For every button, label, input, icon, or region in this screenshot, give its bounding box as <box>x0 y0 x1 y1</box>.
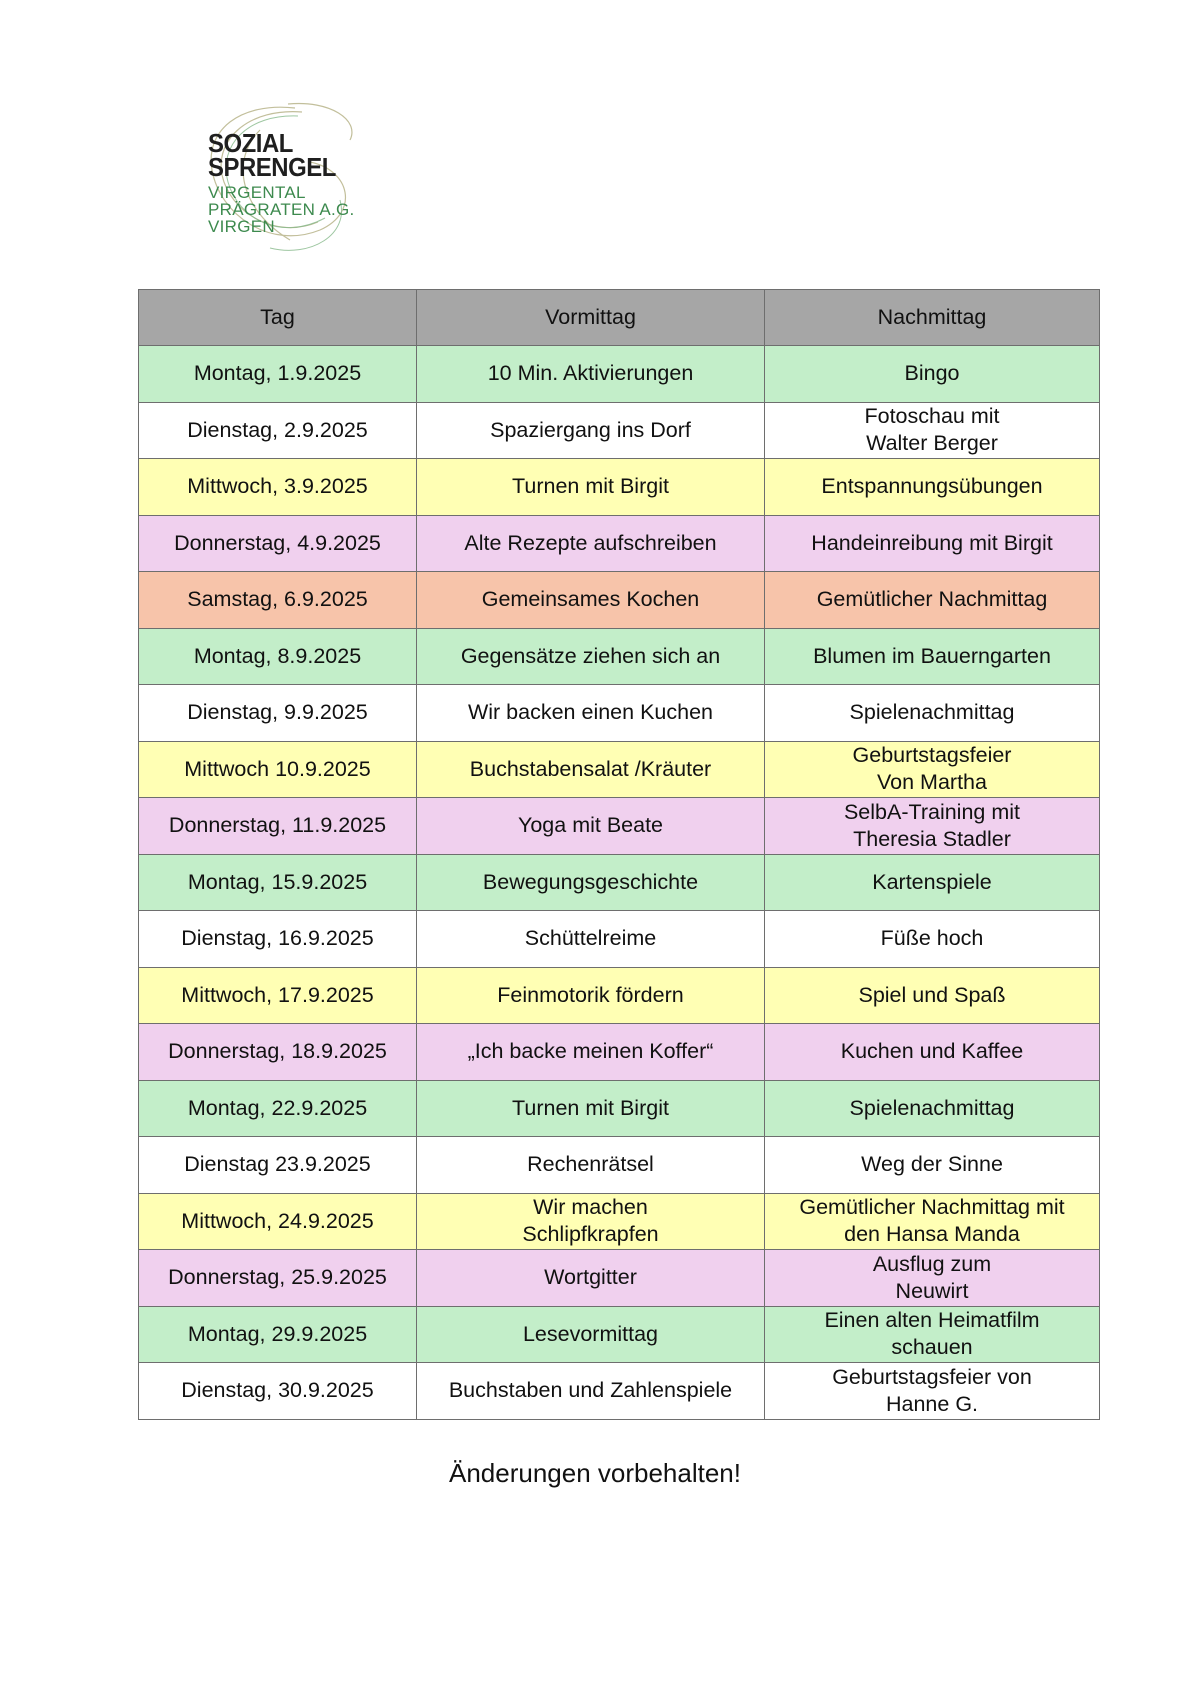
cell-vormittag <box>417 402 765 459</box>
cell-tag-text: Montag, 8.9.2025 <box>193 643 362 668</box>
cell-nachmittag <box>765 459 1100 516</box>
cell-tag <box>139 572 417 629</box>
cell-tag-text: Mittwoch, 24.9.2025 <box>181 1208 374 1233</box>
table-row <box>139 741 1100 798</box>
cell-nachmittag-text: Handeinreibung mit Birgit <box>811 530 1053 555</box>
cell-nachmittag-text: Kartenspiele <box>872 869 992 894</box>
cell-vormittag <box>417 515 765 572</box>
cell-tag-text: Dienstag, 16.9.2025 <box>181 926 374 951</box>
table-row <box>139 1137 1100 1194</box>
footer-note: Änderungen vorbehalten! <box>448 1458 741 1488</box>
logo-text-line-4: PRÄGRATEN A.G. <box>208 200 355 219</box>
cell-tag-text: Montag, 1.9.2025 <box>193 361 362 386</box>
cell-vormittag-text: Buchstabensalat /Kräuter <box>469 756 712 781</box>
cell-tag-text: Donnerstag, 25.9.2025 <box>168 1265 387 1290</box>
cell-vormittag-text: 10 Min. Aktivierungen <box>487 361 694 386</box>
cell-tag-text: Mittwoch, 17.9.2025 <box>181 982 374 1007</box>
cell-nachmittag <box>765 685 1100 742</box>
cell-tag-text: Dienstag 23.9.2025 <box>184 1152 371 1177</box>
cell-tag <box>139 1306 417 1363</box>
logo-text-line-3: VIRGENTAL <box>208 183 306 202</box>
cell-tag <box>139 459 417 516</box>
cell-vormittag <box>417 967 765 1024</box>
cell-nachmittag <box>765 798 1100 855</box>
cell-vormittag-text: Turnen mit Birgit <box>512 474 669 499</box>
table-row <box>139 1306 1100 1363</box>
cell-tag <box>139 911 417 968</box>
cell-nachmittag-text: Bingo <box>904 361 960 386</box>
logo <box>200 100 390 260</box>
cell-vormittag-text: Wir machen Schlipfkrapfen <box>522 1195 659 1247</box>
cell-tag-text: Donnerstag, 18.9.2025 <box>168 1039 387 1064</box>
cell-vormittag <box>417 1024 765 1081</box>
cell-vormittag <box>417 798 765 855</box>
cell-vormittag <box>417 628 765 685</box>
cell-tag <box>139 967 417 1024</box>
table-row <box>139 967 1100 1024</box>
table-row <box>139 1193 1100 1250</box>
cell-tag <box>139 628 417 685</box>
cell-vormittag-text: Buchstaben und Zahlenspiele <box>448 1378 733 1403</box>
cell-tag-text: Montag, 29.9.2025 <box>187 1321 368 1346</box>
cell-nachmittag <box>765 1250 1100 1307</box>
cell-nachmittag-text: Geburtstagsfeier von Hanne G. <box>832 1364 1032 1416</box>
cell-nachmittag <box>765 1306 1100 1363</box>
cell-vormittag <box>417 459 765 516</box>
table-row <box>139 515 1100 572</box>
table-row <box>139 459 1100 516</box>
cell-tag-text: Samstag, 6.9.2025 <box>187 587 368 612</box>
cell-tag-text: Donnerstag, 11.9.2025 <box>168 813 387 838</box>
header-nachmittag: Nachmittag <box>765 290 1100 346</box>
cell-nachmittag <box>765 572 1100 629</box>
cell-nachmittag <box>765 1024 1100 1081</box>
cell-nachmittag-text: Fotoschau mit Walter Berger <box>864 404 1000 456</box>
cell-vormittag-text: Yoga mit Beate <box>517 813 664 838</box>
cell-tag <box>139 402 417 459</box>
cell-vormittag-text: Wir backen einen Kuchen <box>467 700 713 725</box>
cell-nachmittag-text: Füße hoch <box>880 926 984 951</box>
cell-nachmittag-text: Spielenachmittag <box>849 1095 1015 1120</box>
cell-tag-text: Montag, 15.9.2025 <box>187 869 368 894</box>
cell-vormittag-text: Spaziergang ins Dorf <box>490 417 691 442</box>
table-row <box>139 685 1100 742</box>
cell-nachmittag-text: Gemütlicher Nachmittag <box>816 587 1048 612</box>
schedule-table <box>138 289 1100 1420</box>
cell-tag-text: Montag, 22.9.2025 <box>187 1095 368 1120</box>
cell-nachmittag <box>765 1080 1100 1137</box>
cell-vormittag-text: Wortgitter <box>544 1265 637 1290</box>
header-vormittag: Vormittag <box>417 290 765 346</box>
cell-vormittag <box>417 1306 765 1363</box>
header-tag: Tag <box>139 290 417 346</box>
cell-vormittag <box>417 1250 765 1307</box>
cell-tag-text: Dienstag, 9.9.2025 <box>187 700 368 725</box>
cell-nachmittag-text: SelbA-Training mit Theresia Stadler <box>843 799 1021 851</box>
logo-text-line-1: SOZIAL <box>208 128 293 158</box>
cell-tag <box>139 1250 417 1307</box>
cell-nachmittag-text: Ausflug zum Neuwirt <box>872 1251 992 1303</box>
cell-nachmittag-text: Weg der Sinne <box>861 1152 1003 1177</box>
cell-vormittag <box>417 854 765 911</box>
cell-vormittag-text: Gemeinsames Kochen <box>481 587 700 612</box>
table-row <box>139 798 1100 855</box>
table-row <box>139 402 1100 459</box>
cell-tag <box>139 1193 417 1250</box>
cell-vormittag-text: „Ich backe meinen Koffer“ <box>467 1039 714 1064</box>
cell-nachmittag-text: Kuchen und Kaffee <box>840 1039 1024 1064</box>
table-row <box>139 346 1100 403</box>
cell-nachmittag <box>765 854 1100 911</box>
cell-vormittag-text: Schüttelreime <box>524 926 657 951</box>
cell-vormittag <box>417 1363 765 1420</box>
logo-text-line-2: SPRENGEL <box>208 152 336 182</box>
cell-nachmittag <box>765 911 1100 968</box>
cell-nachmittag <box>765 1137 1100 1194</box>
cell-nachmittag <box>765 515 1100 572</box>
cell-nachmittag-text: Blumen im Bauerngarten <box>813 643 1051 668</box>
cell-vormittag <box>417 1080 765 1137</box>
cell-tag-text: Donnerstag, 4.9.2025 <box>174 530 381 555</box>
cell-tag <box>139 1080 417 1137</box>
table-row <box>139 911 1100 968</box>
logo-text-line-5: VIRGEN <box>208 217 275 236</box>
table-row <box>139 1024 1100 1081</box>
cell-tag <box>139 1363 417 1420</box>
cell-tag <box>139 854 417 911</box>
cell-tag <box>139 515 417 572</box>
cell-vormittag <box>417 572 765 629</box>
cell-vormittag <box>417 1137 765 1194</box>
table-row <box>139 572 1100 629</box>
cell-nachmittag-text: Geburtstagsfeier Von Martha <box>852 743 1012 795</box>
table-row <box>139 628 1100 685</box>
table-header-row <box>139 290 1100 346</box>
table-body <box>139 346 1100 1420</box>
table-row <box>139 1250 1100 1307</box>
cell-nachmittag-text: Einen alten Heimatfilm schauen <box>824 1308 1040 1360</box>
cell-nachmittag <box>765 346 1100 403</box>
cell-tag <box>139 741 417 798</box>
cell-tag <box>139 346 417 403</box>
cell-tag-text: Mittwoch 10.9.2025 <box>184 756 371 781</box>
cell-nachmittag-text: Spielenachmittag <box>849 700 1015 725</box>
table-row <box>139 1363 1100 1420</box>
cell-tag-text: Dienstag, 30.9.2025 <box>181 1378 374 1403</box>
cell-vormittag-text: Gegensätze ziehen sich an <box>460 643 721 668</box>
cell-vormittag <box>417 346 765 403</box>
cell-nachmittag-text: Spiel und Spaß <box>858 982 1006 1007</box>
cell-vormittag <box>417 685 765 742</box>
cell-nachmittag <box>765 1363 1100 1420</box>
cell-tag-text: Dienstag, 2.9.2025 <box>187 417 368 442</box>
cell-tag <box>139 798 417 855</box>
table-row <box>139 1080 1100 1137</box>
cell-vormittag-text: Alte Rezepte aufschreiben <box>464 530 717 555</box>
cell-vormittag-text: Lesevormittag <box>522 1321 659 1346</box>
cell-tag <box>139 1024 417 1081</box>
cell-tag <box>139 1137 417 1194</box>
cell-vormittag-text: Turnen mit Birgit <box>512 1095 669 1120</box>
cell-vormittag <box>417 1193 765 1250</box>
cell-nachmittag <box>765 741 1100 798</box>
cell-vormittag <box>417 911 765 968</box>
cell-vormittag-text: Feinmotorik fördern <box>497 982 684 1007</box>
cell-vormittag-text: Rechenrätsel <box>527 1152 654 1177</box>
cell-nachmittag <box>765 628 1100 685</box>
cell-tag-text: Mittwoch, 3.9.2025 <box>187 474 368 499</box>
table-row <box>139 854 1100 911</box>
cell-vormittag <box>417 741 765 798</box>
cell-nachmittag <box>765 967 1100 1024</box>
cell-vormittag-text: Bewegungsgeschichte <box>482 869 699 894</box>
cell-nachmittag <box>765 1193 1100 1250</box>
cell-nachmittag-text: Entspannungsübungen <box>821 474 1043 499</box>
cell-nachmittag-text: Gemütlicher Nachmittag mit den Hansa Manda <box>799 1195 1065 1247</box>
cell-nachmittag <box>765 402 1100 459</box>
cell-tag <box>139 685 417 742</box>
